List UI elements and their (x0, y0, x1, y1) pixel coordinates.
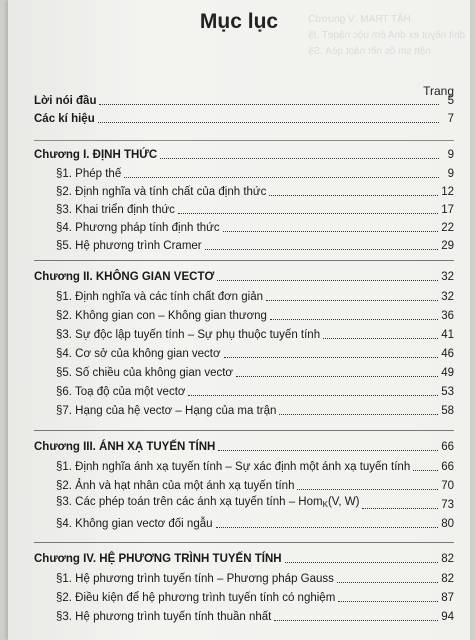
toc-entry-page: 12 (441, 186, 454, 198)
toc-entry-label: §1. Hệ phương trình tuyến tính – Phương pháp Gauss (56, 573, 334, 585)
toc-entry-page: 9 (447, 168, 454, 180)
toc-chapter-3[interactable] (34, 438, 454, 454)
toc-entry-label: §2. Định nghĩa và tính chất của định thức (56, 186, 267, 198)
toc-section[interactable] (56, 307, 454, 323)
toc-entry-page: 87 (441, 592, 454, 604)
dot-leader (269, 195, 438, 196)
dot-leader (297, 489, 438, 490)
toc-entry-page: 73 (441, 499, 454, 511)
toc-entry-label: §6. Toạ độ của một vectơ (56, 386, 186, 398)
toc-entry-label: §2. Không gian con – Không gian thương (56, 310, 267, 322)
toc-entry-page: 53 (441, 386, 454, 398)
dot-leader (236, 376, 438, 377)
toc-entry-page: 49 (441, 367, 454, 379)
toc-entry-preface[interactable] (34, 92, 454, 108)
toc-section[interactable] (56, 496, 454, 512)
toc-entry-label: Chương IV. HỆ PHƯƠNG TRÌNH TUYẾN TÍNH (34, 553, 282, 565)
toc-entry-page: 7 (447, 113, 454, 125)
toc-entry-page: 82 (441, 553, 454, 565)
dot-leader (124, 177, 439, 178)
toc-entry-page: 46 (441, 348, 454, 360)
dot-leader (205, 249, 439, 250)
toc-entry-page: 94 (441, 611, 454, 623)
toc-entry-label: §5. Số chiều của không gian vectơ (56, 367, 233, 379)
toc-entry-page: 32 (441, 291, 454, 303)
toc-entry-page: 36 (441, 310, 454, 322)
toc-section[interactable] (56, 402, 454, 418)
toc-entry-label: §4. Phương pháp tính định thức (56, 222, 220, 234)
toc-entry-label: Các kí hiệu (34, 113, 95, 125)
toc-section[interactable] (56, 237, 454, 253)
toc-entry-label: Chương III. ÁNH XẠ TUYẾN TÍNH (34, 441, 216, 453)
dot-leader (413, 470, 438, 471)
toc-section[interactable] (56, 364, 454, 380)
toc-entry-label: §1. Phép thế (56, 168, 122, 180)
dot-leader (178, 213, 438, 214)
dot-leader (323, 338, 438, 339)
toc-entry-label: Chương I. ĐỊNH THỨC (34, 149, 158, 161)
toc-entry-page: 22 (441, 222, 454, 234)
toc-entry-page: 5 (447, 95, 454, 107)
toc-section[interactable] (56, 477, 454, 493)
toc-entry-label (56, 495, 359, 512)
chapter-divider (34, 430, 454, 431)
dot-leader (223, 231, 439, 232)
dot-leader (274, 620, 438, 621)
toc-entry-label: §5. Hệ phương trình Cramer (56, 240, 202, 252)
toc-section[interactable] (56, 608, 454, 624)
show-through-text: HẬT TRAM .V gnươdƆ (308, 14, 411, 25)
toc-chapter-2[interactable] (34, 268, 454, 284)
toc-section[interactable] (56, 326, 454, 342)
chapter-divider (34, 260, 454, 261)
toc-entry-page: 32 (441, 271, 454, 283)
toc-entry-page: 66 (441, 441, 454, 453)
dot-leader (266, 300, 438, 301)
dot-leader (224, 357, 439, 358)
chapter-divider (34, 140, 454, 141)
toc-section[interactable] (56, 345, 454, 361)
toc-entry-page: 58 (441, 405, 454, 417)
toc-entry-label: §2. Ảnh và hạt nhân của một ánh xạ tuyến tính (56, 480, 295, 492)
toc-entry-label: §3. Sự độc lập tuyến tính – Sự phụ thuộc tuyến tính (56, 329, 321, 341)
label-subscript: K (322, 500, 328, 509)
toc-section[interactable] (56, 570, 454, 586)
toc-entry-label: §7. Hạng của hệ vectơ – Hạng của ma trận (56, 405, 277, 417)
toc-entry-label: Chương II. KHÔNG GIAN VECTƠ (34, 271, 215, 283)
toc-section[interactable] (56, 183, 454, 199)
toc-entry-page: 17 (441, 204, 454, 216)
dot-leader (338, 601, 438, 602)
toc-entry-label: §3. Hệ phương trình tuyến tính thuần nhất (56, 611, 272, 623)
label-text: (V, W) (327, 496, 360, 508)
book-page (8, 0, 470, 640)
label-text: §3. Các phép toán trên các ánh xạ tuyến tính – Hom (56, 496, 323, 508)
toc-section[interactable] (56, 288, 454, 304)
toc-entry-page: 70 (441, 480, 454, 492)
toc-entry-page: 9 (447, 149, 454, 161)
dot-leader (218, 450, 438, 451)
toc-entry-label: §1. Định nghĩa và các tính chất đơn giản (56, 291, 264, 303)
toc-section[interactable] (56, 165, 454, 181)
show-through-text: nậtt sm ôs nềt nàot qéA .S§ (308, 46, 431, 57)
toc-entry-page: 82 (441, 573, 454, 585)
toc-chapter-1[interactable] (34, 146, 454, 162)
dot-leader (270, 319, 438, 320)
toc-chapter-4[interactable] (34, 550, 454, 566)
toc-entry-label: §4. Không gian vectơ đối ngẫu (56, 518, 213, 530)
toc-entry-symbols[interactable] (34, 110, 454, 126)
page-title: Mục lục (199, 10, 279, 33)
dot-leader (216, 527, 439, 528)
toc-section[interactable] (56, 589, 454, 605)
toc-entry-label: §2. Điều kiện để hệ phương trình tuyến tính có nghiệm (56, 592, 336, 604)
toc-section[interactable] (56, 383, 454, 399)
toc-entry-page: 66 (441, 461, 454, 473)
dot-leader (337, 582, 438, 583)
toc-entry-label: §3. Khai triển định thức (56, 204, 175, 216)
dot-leader (217, 280, 438, 281)
dot-leader (99, 104, 439, 105)
dot-leader (160, 158, 439, 159)
dot-leader (188, 395, 438, 396)
toc-section[interactable] (56, 458, 454, 474)
toc-section[interactable] (56, 201, 454, 217)
toc-entry-label: Lời nói đầu (34, 95, 97, 107)
dot-leader (279, 414, 438, 415)
toc-entry-label: §4. Cơ sở của không gian vectơ (56, 348, 221, 360)
dot-leader (285, 562, 439, 563)
dot-leader (362, 508, 438, 509)
toc-entry-label: §1. Định nghĩa ánh xạ tuyến tính – Sự xác định một ánh xạ tuyến tính (56, 461, 411, 473)
page-column-header: Trang (423, 84, 454, 98)
toc-section[interactable] (56, 219, 454, 235)
dot-leader (98, 122, 439, 123)
toc-section[interactable] (56, 515, 454, 531)
show-through-text: dnit nêyut ex dnA ém uộc nậqeT .I§ (308, 30, 466, 41)
toc-entry-page: 41 (441, 329, 454, 341)
toc-entry-page: 80 (441, 518, 454, 530)
toc-entry-page: 29 (441, 240, 454, 252)
chapter-divider (34, 542, 454, 543)
